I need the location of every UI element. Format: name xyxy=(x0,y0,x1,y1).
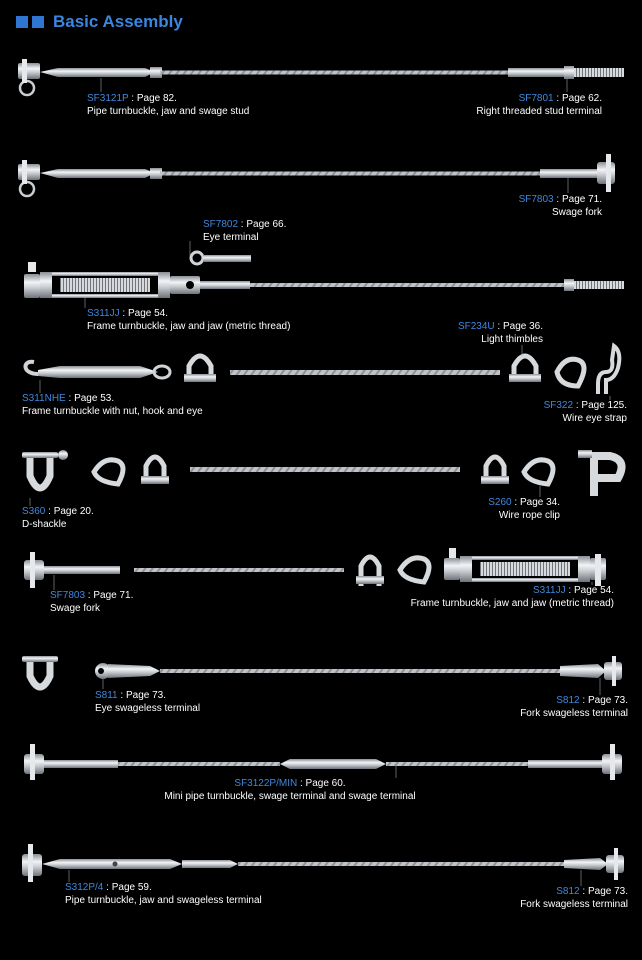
caption-s812 xyxy=(520,695,628,720)
product-description: Fork swageless terminal xyxy=(520,707,628,719)
product-description: Pipe turnbuckle, jaw and swageless terminal xyxy=(65,894,262,906)
wire-rope xyxy=(160,71,510,75)
swage-fork-icon xyxy=(528,744,622,780)
pipe-turnbuckle-icon xyxy=(40,68,155,77)
assembly-row-7 xyxy=(22,656,622,687)
wire-eye-strap-icon xyxy=(598,346,619,394)
assembly-row-8 xyxy=(24,744,622,780)
page-ref: : Page 82. xyxy=(128,93,177,104)
product-code: SF322 xyxy=(543,400,574,411)
product-code: S260 xyxy=(488,497,512,508)
hook-icon xyxy=(25,362,38,374)
caption-sf234u xyxy=(458,321,543,346)
eye-swageless-terminal-icon xyxy=(95,663,160,679)
page-ref: : Page 62. xyxy=(553,93,602,104)
caption-sf7802 xyxy=(203,219,286,244)
caption-sf7803 xyxy=(519,194,602,219)
product-code: SF234U xyxy=(457,321,495,332)
caption-s260 xyxy=(488,497,560,522)
product-description: Fork swageless terminal xyxy=(520,898,628,910)
swage-fork-icon xyxy=(24,744,118,780)
jaw-icon xyxy=(22,844,42,882)
page-ref: : Page 59. xyxy=(103,882,152,893)
thimble-icon xyxy=(400,558,429,582)
product-code: S812 xyxy=(556,886,580,897)
caption-s312p4 xyxy=(65,882,262,907)
page-ref: : Page 125. xyxy=(573,400,627,411)
wire-rope xyxy=(118,762,280,766)
wire-rope xyxy=(134,568,344,572)
page-ref: : Page 36. xyxy=(494,321,543,332)
product-code: S311JJ xyxy=(87,308,120,319)
page-ref: : Page 73. xyxy=(579,695,628,706)
swage-fork-icon xyxy=(597,154,615,192)
product-description: Eye terminal xyxy=(203,231,259,243)
product-description: Frame turnbuckle with nut, hook and eye xyxy=(22,405,203,417)
page-ref: : Page 54. xyxy=(119,308,168,319)
wire-rope-clip-icon xyxy=(481,457,509,484)
page-ref: : Page 71. xyxy=(553,194,602,205)
wire-rope-clip-icon xyxy=(141,457,169,484)
wire-rope-clip-icon xyxy=(509,356,541,382)
page-ref: : Page 73. xyxy=(579,886,628,897)
assembly-row-5 xyxy=(22,450,622,496)
assembly-row-3 xyxy=(24,252,624,298)
wire-rope xyxy=(386,762,528,766)
product-code: S812 xyxy=(556,695,580,706)
wire-rope xyxy=(250,283,564,287)
caption-sf3122p-min xyxy=(160,778,420,803)
thimble-icon xyxy=(524,460,553,484)
assembly-row-6 xyxy=(24,548,606,588)
page-ref: : Page 34. xyxy=(511,497,560,508)
wire-rope xyxy=(230,370,500,375)
product-description: Wire eye strap xyxy=(562,412,627,424)
stud-terminal-icon xyxy=(508,68,564,77)
product-description: Swage fork xyxy=(551,206,602,218)
pipe-turnbuckle-icon xyxy=(42,859,182,869)
assembly-row-4 xyxy=(25,346,619,394)
hook-turnbuckle-icon xyxy=(38,366,158,378)
product-description: Eye swageless terminal xyxy=(95,702,201,714)
swage-fork-icon xyxy=(24,552,120,588)
threaded-stud-icon xyxy=(574,68,624,77)
swage-fork-body-icon xyxy=(540,169,598,178)
swageless-terminal-icon xyxy=(182,860,238,868)
assembly-row-2 xyxy=(18,154,615,196)
d-shackle-icon xyxy=(22,656,58,687)
product-description: Pipe turnbuckle, jaw and swage stud xyxy=(87,105,250,117)
product-code: SF3122P/MIN xyxy=(234,778,298,789)
stud-terminal-nut xyxy=(564,66,574,79)
caption-sf322 xyxy=(544,400,627,425)
jaw-icon xyxy=(170,276,200,294)
page-ref: : Page 60. xyxy=(297,778,346,789)
caption-s360 xyxy=(22,506,94,531)
wire-rope xyxy=(238,862,564,866)
product-description: D-shackle xyxy=(22,518,67,530)
stud-terminal-nut xyxy=(564,279,574,291)
product-code: SF7803 xyxy=(518,194,554,205)
page-ref: : Page 71. xyxy=(85,590,134,601)
wire-rope xyxy=(160,669,560,673)
product-description: Mini pipe turnbuckle, swage terminal and swage terminal xyxy=(164,790,416,802)
product-code: SF3121P xyxy=(87,93,129,104)
wire-rope xyxy=(190,467,460,472)
wire-rope xyxy=(160,172,540,176)
turnbuckle-hole xyxy=(113,862,118,867)
product-description: Frame turnbuckle, jaw and jaw (metric thread) xyxy=(87,320,291,332)
caption-s811 xyxy=(95,690,200,715)
product-code: SF7802 xyxy=(203,219,239,230)
page-ref: : Page 66. xyxy=(238,219,287,230)
thimble-icon xyxy=(557,359,584,386)
jaw-icon xyxy=(18,59,40,95)
product-code: SF7803 xyxy=(50,590,86,601)
product-description: Wire rope clip xyxy=(498,509,560,521)
caption-sf3121p xyxy=(87,93,249,118)
page-title: Basic Assembly xyxy=(53,12,183,31)
thimble-icon xyxy=(94,460,123,484)
product-code: S311NHE xyxy=(22,393,66,404)
wire-rope-clip-icon xyxy=(356,557,384,586)
caption-s311jj xyxy=(87,308,290,333)
caption-s311nhe xyxy=(22,393,203,418)
page-ref: : Page 20. xyxy=(45,506,94,517)
fork-swageless-terminal-icon xyxy=(564,848,624,880)
page-ref: : Page 73. xyxy=(117,690,166,701)
page-ref: : Page 53. xyxy=(65,393,115,404)
d-shackle-icon xyxy=(22,450,68,488)
frame-turnbuckle-icon xyxy=(444,548,606,586)
product-code: S811 xyxy=(95,690,118,701)
product-code: S312P/4 xyxy=(65,882,104,893)
mini-pipe-turnbuckle-icon xyxy=(280,759,386,769)
fork-swageless-terminal-icon xyxy=(560,656,622,686)
caption-sf7803-2 xyxy=(50,590,133,615)
product-description: Right threaded stud terminal xyxy=(476,105,602,117)
jaw-icon xyxy=(18,160,40,196)
product-description: Swage fork xyxy=(50,602,101,614)
page-ref: : Page 54. xyxy=(565,585,614,596)
product-description: Light thimbles xyxy=(481,333,543,345)
assembly-row-1 xyxy=(18,59,624,95)
caption-sf7801 xyxy=(476,93,602,118)
swage-fitting-icon xyxy=(200,281,250,289)
d-shackle-large-icon xyxy=(578,450,622,496)
frame-turnbuckle-icon xyxy=(40,272,170,298)
product-description: Frame turnbuckle, jaw and jaw (metric thread) xyxy=(410,597,614,609)
eye-terminal-icon xyxy=(191,252,251,264)
pipe-turnbuckle-icon xyxy=(40,169,155,178)
product-code: S360 xyxy=(22,506,46,517)
caption-s812-2 xyxy=(520,886,628,911)
jaw-icon xyxy=(24,262,40,298)
wire-rope-clip-icon xyxy=(184,356,216,382)
product-code: S311JJ xyxy=(533,585,566,596)
product-code: SF7801 xyxy=(518,93,554,104)
caption-s311jj-2 xyxy=(411,585,614,610)
threaded-stud-icon xyxy=(574,281,624,289)
assembly-row-9 xyxy=(22,844,624,882)
